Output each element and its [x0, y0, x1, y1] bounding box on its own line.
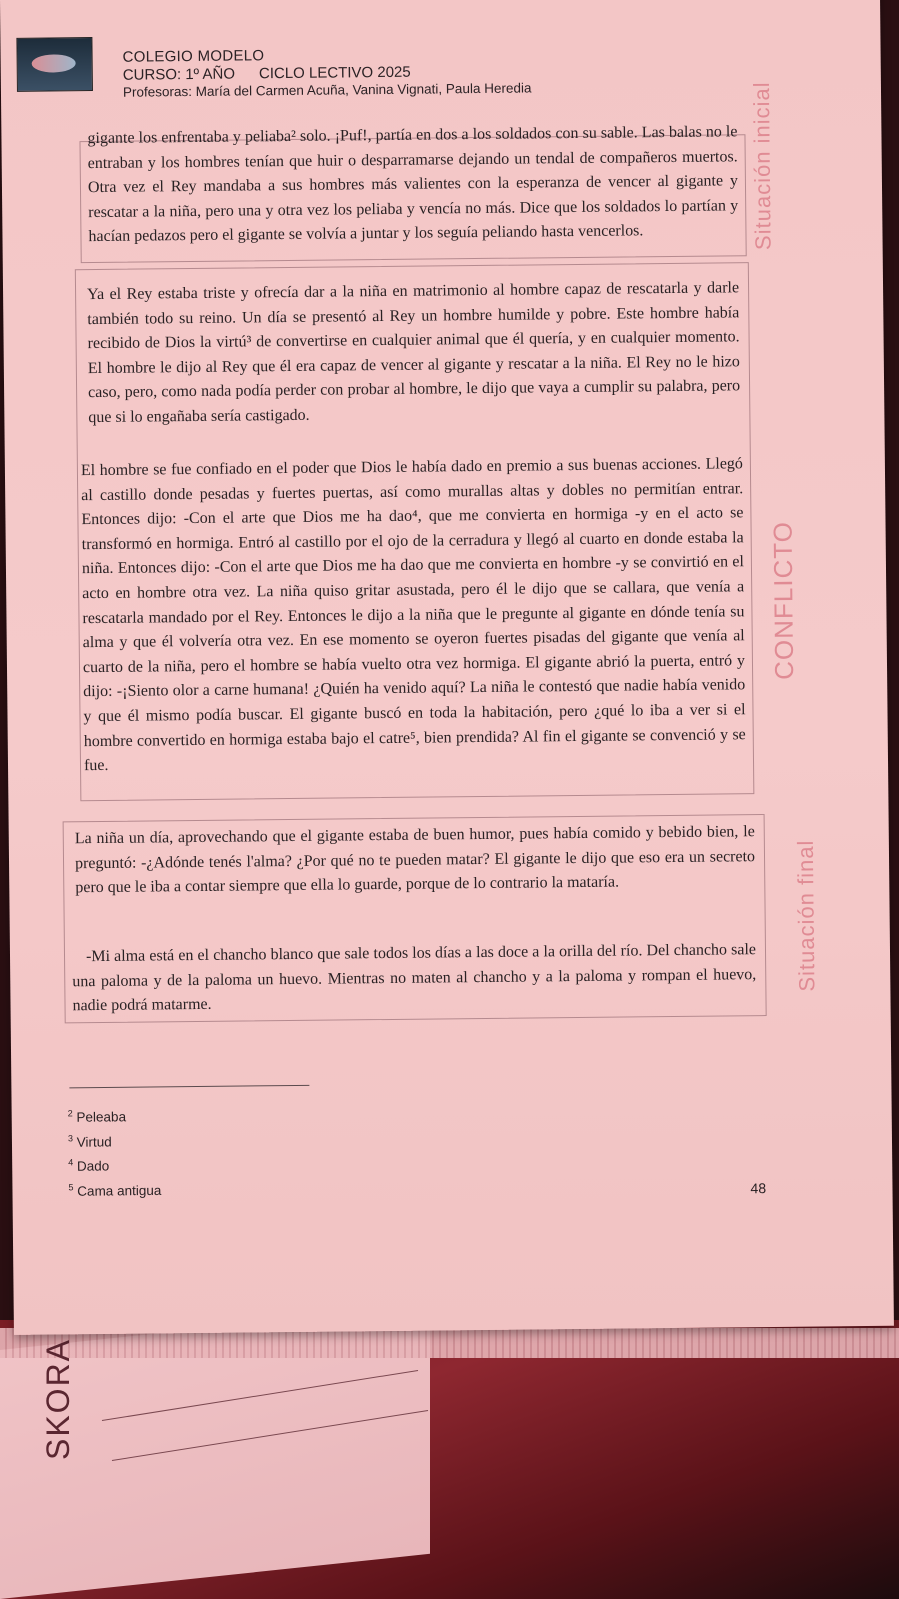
cycle-label: CICLO LECTIVO 2025: [258, 63, 411, 83]
footnotes: [68, 1102, 162, 1201]
paragraph-4: [75, 820, 756, 901]
footnote-item: $^2$ Peleaba: [67, 1108, 127, 1125]
paragraph-text: Ya el Rey estaba triste y ofrecía dar a la niña en matrimonio al hombre capaz de rescatarla y darle también todo su reino. Un día se presentó al Rey un hombre humilde y pobre. Este hombre había recibido de Dios la virtú³ de convertirse en cualquier animal que él quería, y en cualquier momento. El hombre le dijo al Rey que él era capaz de vencer al gigante y rescatar a la niña. El Rey no le hizo caso, pero, como nada podía perder con probar al hombre, le dijo que vaya a cumplir su palabra, pero que si lo engañaba sería castigado.: [87, 279, 741, 427]
paragraph-text: El hombre se fue confiado en el poder que Dios le había dado en premio a sus buenas acciones. Llegó al castillo donde pesadas y fuertes puertas, así como murallas altas y dobles no permitían entrar. Entonces dijo: -Con el arte que Dios me ha dao⁴, que me convierta en hormiga -y en el acto se transformó en hormiga. Entró al castillo por el ojo de la cerradura y llegó al cuarto en donde estaba la niña. Entonces dijo: -Con el arte que Dios me ha dao que me convierta en hombre -y se convirtió en el acto en hombre otra vez. La niña quiso gritar asustada, pero él le dijo que se callara, que venía a rescatarla mandado por el Rey. Entonces le dijo a la niña que le pregunte al gigante en dónde tenía su alma y que él volvería otra vez. En ese momento se oyeron fuertes pisadas del gigante que venía al cuarto de la niña, pero el hombre se había vuelto otra vez hormiga. El gigante abrió la puerta, entró y dijo: -¡Siento olor a carne humana! ¿Quién ha venido aquí? La niña le contestó que nadie había venido y que él mismo podía buscar. El gigante buscó en toda la habitación, pero ¿qué lo iba a ver si el hombre convertido en hormiga estaba bajo el catre⁵, bien prendida? Al fin el gigante se convenció y se fue.: [80, 455, 746, 775]
margin-note-3: Situación final: [792, 839, 820, 992]
school-logo: [16, 37, 93, 92]
footnote-item: $^5$ Cama antigua: [68, 1181, 162, 1199]
teachers-line: Profesoras: María del Carmen Acuña, Vanina Vignati, Paula Heredia: [122, 80, 532, 100]
paragraph-text: -Mi alma está en el chancho blanco que sale todos los días a las doce a la orilla del río. Del chancho sale una paloma y de la paloma un huevo. Mientras no maten al chancho y a la paloma y rompan el huevo, nadie podrá matarme.: [72, 941, 757, 1015]
footnote-item: $^3$ Virtud: [67, 1132, 112, 1150]
school-name: COLEGIO MODELO: [122, 47, 265, 66]
margin-note-1: Situación inicial: [748, 81, 776, 251]
footnote-divider: [69, 1085, 309, 1089]
cover-brand-text: SKORA: [40, 1337, 76, 1460]
paragraph-2: [87, 276, 741, 430]
course-label: CURSO: 1º AÑO: [122, 65, 236, 84]
paragraph-3: [81, 452, 746, 779]
footnote-item: $^4$ Dado: [68, 1157, 110, 1174]
margin-note-2: CONFLICTO: [767, 520, 800, 680]
page-header: [123, 44, 532, 99]
logo-emblem-icon: [32, 54, 76, 72]
page-number: 48: [750, 1180, 767, 1197]
paragraph-5: [72, 938, 757, 1019]
paragraph-1: [87, 120, 738, 250]
paragraph-text: gigante los enfrentaba y peliaba² solo. ¡Puf!, partía en dos a los soldados con su sable. Las balas no le entraban y los hombres tenían que huir o desparramarse dejando un tendal de compañeros muertos. Otra vez el Rey mandaba a sus hombres más valientes con la esperanza de vencer al gigante y rescatar a la niña, pero una y otra vez los peliaba y vencía no más. Dice que los soldados lo partían y hacían pedazos pero el gigante se volvía a juntar y los seguía peliando hasta vencerlos.: [87, 123, 739, 246]
paragraph-text: La niña un día, aprovechando que el gigante estaba de buen humor, pues había comido y bebido bien, le preguntó: -¿Adónde tenés l'alma? ¿Por qué no te pueden matar? El gigante le dijo que eso era un secreto pero que le iba a contar siempre que ella lo guarde, porque de lo contrario la mataría.: [74, 823, 756, 897]
